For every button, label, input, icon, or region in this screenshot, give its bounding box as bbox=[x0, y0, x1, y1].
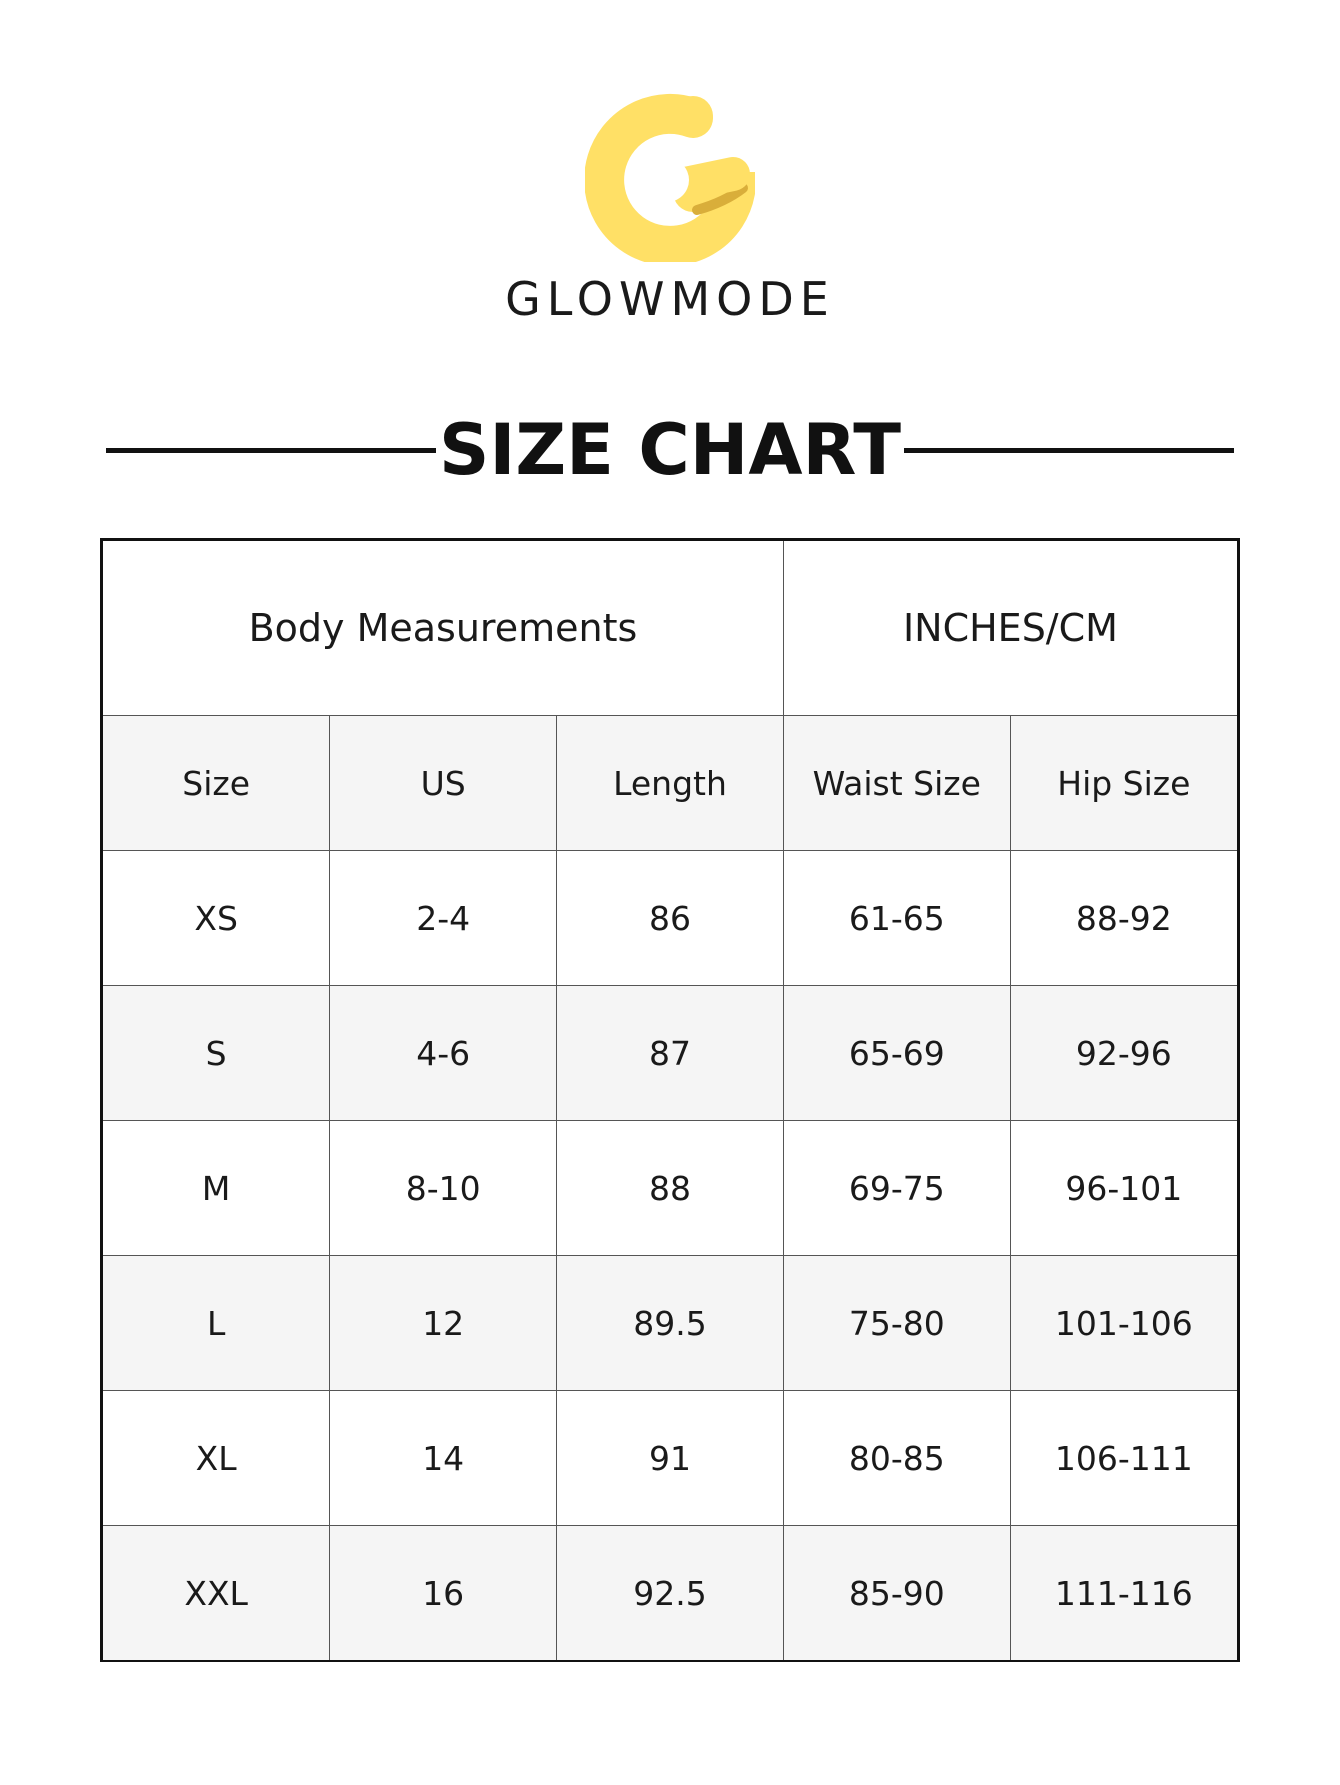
size-table-container bbox=[100, 538, 1240, 1662]
group-header-row bbox=[103, 541, 1237, 716]
cell-hip: 96-101 bbox=[1010, 1121, 1237, 1256]
cell-us: 12 bbox=[330, 1256, 557, 1391]
cell-size: S bbox=[103, 986, 330, 1121]
cell-waist: 61-65 bbox=[783, 851, 1010, 986]
cell-size: XL bbox=[103, 1391, 330, 1526]
size-table bbox=[103, 541, 1237, 1660]
cell-waist: 69-75 bbox=[783, 1121, 1010, 1256]
title-divider-left bbox=[106, 448, 436, 453]
brand-name: GLOWMODE bbox=[505, 272, 835, 326]
column-header-waist: Waist Size bbox=[783, 716, 1010, 851]
cell-waist: 75-80 bbox=[783, 1256, 1010, 1391]
cell-length: 91 bbox=[557, 1391, 784, 1526]
table-row bbox=[103, 1121, 1237, 1256]
cell-size: XXL bbox=[103, 1526, 330, 1661]
column-header-us: US bbox=[330, 716, 557, 851]
cell-waist: 65-69 bbox=[783, 986, 1010, 1121]
cell-waist: 85-90 bbox=[783, 1526, 1010, 1661]
cell-us: 2-4 bbox=[330, 851, 557, 986]
cell-length: 86 bbox=[557, 851, 784, 986]
glowmode-g-logo-icon bbox=[585, 92, 755, 262]
cell-hip: 92-96 bbox=[1010, 986, 1237, 1121]
page-title: SIZE CHART bbox=[438, 409, 902, 491]
cell-size: L bbox=[103, 1256, 330, 1391]
title-row bbox=[0, 410, 1340, 490]
table-row bbox=[103, 1526, 1237, 1661]
cell-length: 87 bbox=[557, 986, 784, 1121]
cell-size: XS bbox=[103, 851, 330, 986]
logo bbox=[0, 92, 1340, 266]
cell-waist: 80-85 bbox=[783, 1391, 1010, 1526]
cell-us: 14 bbox=[330, 1391, 557, 1526]
cell-hip: 101-106 bbox=[1010, 1256, 1237, 1391]
table-row bbox=[103, 1391, 1237, 1526]
cell-us: 16 bbox=[330, 1526, 557, 1661]
group-header-units: INCHES/CM bbox=[783, 541, 1237, 716]
table-row bbox=[103, 851, 1237, 986]
column-header-row bbox=[103, 716, 1237, 851]
column-header-length: Length bbox=[557, 716, 784, 851]
title-divider-right bbox=[904, 448, 1234, 453]
cell-hip: 88-92 bbox=[1010, 851, 1237, 986]
cell-length: 89.5 bbox=[557, 1256, 784, 1391]
cell-length: 92.5 bbox=[557, 1526, 784, 1661]
cell-hip: 111-116 bbox=[1010, 1526, 1237, 1661]
table-row bbox=[103, 1256, 1237, 1391]
cell-hip: 106-111 bbox=[1010, 1391, 1237, 1526]
cell-us: 4-6 bbox=[330, 986, 557, 1121]
column-header-hip: Hip Size bbox=[1010, 716, 1237, 851]
cell-length: 88 bbox=[557, 1121, 784, 1256]
group-header-body-measurements: Body Measurements bbox=[103, 541, 783, 716]
cell-size: M bbox=[103, 1121, 330, 1256]
cell-us: 8-10 bbox=[330, 1121, 557, 1256]
table-row bbox=[103, 986, 1237, 1121]
column-header-size: Size bbox=[103, 716, 330, 851]
